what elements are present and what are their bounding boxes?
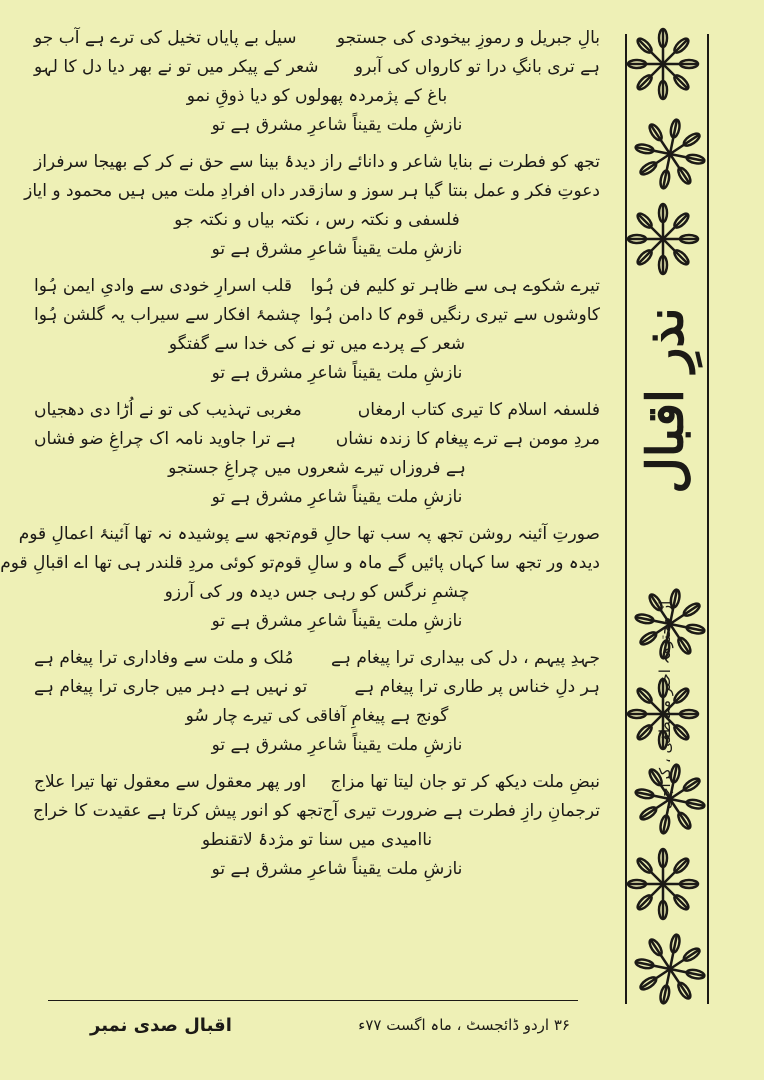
- first-hemistich: تیرے شکوے ہی سے ظاہر تو کلیم فن ہُوا: [310, 276, 600, 296]
- page-footer: [90, 1010, 570, 1040]
- couplet-line: [34, 148, 600, 177]
- second-hemistich: دیدۂ بینا سے حق نے کر کے بھیجا سرفراز: [34, 152, 316, 172]
- second-hemistich: مُلک و ملت سے وفاداری ترا پیغام ہے: [34, 648, 294, 668]
- second-hemistich: شعر کے پیکر میں تو نے بھر دیا دل کا لہو: [34, 57, 319, 77]
- closing-line: باغ کے پژمردہ پھولوں کو دیا ذوقِ نمو: [186, 86, 448, 106]
- first-hemistich: صورتِ آئینہ روشن تجھ پہ سب تھا حالِ قوم: [290, 524, 600, 544]
- refrain-line: نازشِ ملت یقیناً شاعرِ مشرق ہے تو: [211, 363, 463, 383]
- second-hemistich: قدر داں افرادِ ملت میں ہیں محمود و ایاز: [24, 181, 316, 201]
- second-hemistich: مغربی تہذیب کی تو نے اُڑا دی دھجیاں: [34, 400, 302, 420]
- couplet-line: [34, 797, 600, 826]
- stanza: [34, 768, 600, 884]
- special-issue-label: اقبال صدی نمبر: [90, 1014, 232, 1036]
- poem-body: [0, 24, 600, 892]
- first-hemistich: تجھ کو فطرت نے بنایا شاعر و دانائے راز: [321, 152, 600, 172]
- second-hemistich: تو کوئی مردِ قلندر ہی تھا اے اقبالِ قوم: [0, 553, 275, 573]
- first-hemistich: ترجمانِ رازِ فطرت ہے ضرورت تیری آج: [322, 801, 600, 821]
- second-hemistich: تجھ سے پوشیدہ نہ تھا آئینۂ اعمالِ قوم: [18, 524, 291, 544]
- first-hemistich: جہدِ پیہم ، دل کی بیداری ترا پیغام ہے: [331, 648, 600, 668]
- couplet-line: [34, 396, 600, 425]
- couplet-line: [24, 177, 600, 206]
- couplet-line: [34, 53, 600, 82]
- first-hemistich: فلسفہ اسلام کا تیری کتاب ارمغاں: [357, 400, 600, 420]
- second-hemistich: چشمۂ افکار سے سیراب یہ گلشن ہُوا: [34, 305, 302, 325]
- closing-line: فلسفی و نکتہ رس ، نکتہ بیاں و نکتہ جو: [174, 210, 460, 230]
- refrain-line: نازشِ ملت یقیناً شاعرِ مشرق ہے تو: [211, 735, 463, 755]
- closing-line: ناامیدی میں سنا تو مژدۂ لاتقنطو: [201, 830, 433, 850]
- stanza: [34, 272, 600, 388]
- refrain-line: نازشِ ملت یقیناً شاعرِ مشرق ہے تو: [211, 239, 463, 259]
- refrain-line: نازشِ ملت یقیناً شاعرِ مشرق ہے تو: [211, 487, 463, 507]
- second-hemistich: سیل بے پایاں تخیل کی ترے ہے آب جو: [34, 28, 297, 48]
- footer-divider: [48, 1000, 578, 1001]
- second-hemistich: تو نہیں ہے دہر میں جاری ترا پیغام ہے: [34, 677, 308, 697]
- first-hemistich: دیدہ ور تجھ سا کہاں پائیں گے ماہ و سالِ قوم: [274, 553, 600, 573]
- closing-line: ہے فروزاں تیرے شعروں میں چراغِ جستجو: [168, 458, 466, 478]
- couplet-line: [18, 520, 600, 549]
- couplet-line: [0, 549, 600, 578]
- first-hemistich: بالِ جبریل و رموزِ بیخودی کی جستجو: [336, 28, 600, 48]
- stanza: [24, 148, 600, 264]
- couplet-line: [34, 301, 600, 330]
- issue-line: ۳۶ اردو ڈائجسٹ ، ماہ اگست ۷۷ء: [358, 1016, 570, 1034]
- first-hemistich: دعوتِ فکر و عمل بنتا گیا ہر سوز و ساز: [315, 181, 600, 201]
- closing-line: چشمِ نرگس کو رہی جس دیدہ ور کی آرزو: [164, 582, 470, 602]
- closing-line: شعر کے پردے میں تو نے کی خدا سے گفتگو: [168, 334, 466, 354]
- second-hemistich: تجھ کو انور پیش کرتا ہے عقیدت کا خراج: [32, 801, 323, 821]
- couplet-line: [34, 272, 600, 301]
- closing-line: گونج ہے پیغامِ آفاقی کی تیرے چار سُو: [185, 706, 449, 726]
- couplet-line: [34, 673, 600, 702]
- couplet-line: [34, 24, 600, 53]
- first-hemistich: ہر دلِ خناس پر طاری ترا پیغام ہے: [354, 677, 600, 697]
- first-hemistich: نبضِ ملت دیکھ کر تو جان لیتا تھا مزاج: [330, 772, 600, 792]
- second-hemistich: قلب اسرارِ خودی سے وادیِ ایمن ہُوا: [34, 276, 293, 296]
- second-hemistich: ہے ترا جاوید نامہ اک چراغِ ضو فشاں: [34, 429, 296, 449]
- couplet-line: [34, 644, 600, 673]
- refrain-line: نازشِ ملت یقیناً شاعرِ مشرق ہے تو: [211, 115, 463, 135]
- stanza: [34, 396, 600, 512]
- side-byline: از محترمہ اختر مصطفیٰ ، کراچی: [656, 600, 675, 810]
- couplet-line: [34, 425, 600, 454]
- side-title: نذرِ اقبال: [635, 306, 695, 494]
- first-hemistich: مردِ مومن ہے ترے پیغام کا زندہ نشاں: [335, 429, 600, 449]
- stanza: [34, 24, 600, 140]
- first-hemistich: کاوشوں سے تیری رنگیں قوم کا دامن ہُوا: [309, 305, 600, 325]
- first-hemistich: ہے تری بانگِ درا تو کارواں کی آبرو: [354, 57, 600, 77]
- stanza: [0, 520, 600, 636]
- refrain-line: نازشِ ملت یقیناً شاعرِ مشرق ہے تو: [211, 859, 463, 879]
- refrain-line: نازشِ ملت یقیناً شاعرِ مشرق ہے تو: [211, 611, 463, 631]
- couplet-line: [34, 768, 600, 797]
- stanza: [34, 644, 600, 760]
- second-hemistich: اور پھر معقول سے معقول تھا تیرا علاج: [34, 772, 307, 792]
